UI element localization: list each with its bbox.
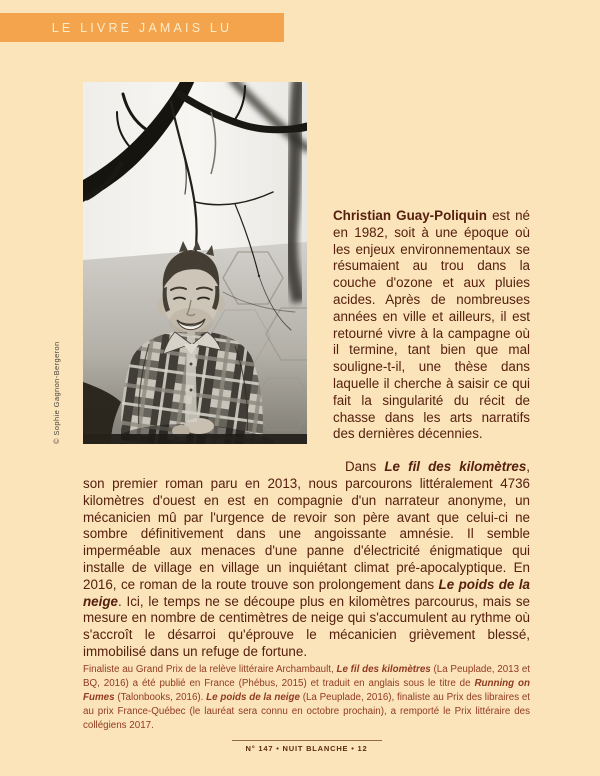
paragraph-run: Dans: [345, 459, 385, 475]
book-title-poids-de-la-neige: Le poids de la neige: [83, 576, 530, 609]
bio-paragraph-2: [83, 459, 530, 661]
footer-divider: [232, 740, 382, 741]
paragraph-run: , son premier roman paru en 2013, nous parcourons littéralement 4736 kilomètres d'ouest en est en compagnie d'un narrateur anonyme, un mécanicien mû par l'urgence de revoir son père avant que celui-ci ne sombre définitivement dans une angoissante amnésie. Il semble imperméable aux menaces d'une panne d'électricité énigmatique qui installe de village en village un inquiétant climat pré-apocalyptique. En 2016, ce roman de la route trouve son prolongement dans: [83, 459, 531, 592]
article-body: [83, 82, 530, 661]
footnote-run: Finaliste au Grand Prix de la relève littéraire Archambault,: [83, 664, 337, 675]
awards-footnote: [83, 663, 530, 733]
footnote-run: (La Peuplade, 2016), finaliste au Prix des libraires et au prix France-Québec (le lauréat sera connu en octobre prochain), a remporté le Prix littéraire des collégiens 2017.: [83, 691, 531, 731]
author-photo: [83, 82, 307, 444]
section-title: LE LIVRE JAMAIS LU: [51, 20, 233, 35]
footnote-run: (Talonbooks, 2016).: [114, 691, 207, 703]
book-title-running-on-fumes: Running on Fumes: [83, 677, 530, 703]
photo-credit: © Sophie Gagnon-Bergeron: [52, 341, 61, 444]
book-title-fil-des-kilometres-note: Le fil des kilomètres: [336, 664, 431, 675]
paragraph-run: . Ici, le temps ne se découpe plus en kilomètres parcourus, mais se mesure en nombre de centimètres de neige qui s'accumulent au rythme où s'accroît le désarroi qu'éprouve le mécanicien grièvement blessé, immobilisé dans un refuge de fortune.: [83, 593, 530, 659]
footer-pagination: N° 147 • NUIT BLANCHE • 12: [245, 744, 368, 753]
page-footer: [83, 740, 530, 753]
book-title-poids-de-la-neige-note: Le poids de la neige: [206, 691, 300, 703]
section-header-bar: [0, 13, 284, 42]
author-name: Christian Guay-Poliquin: [333, 208, 487, 223]
author-photo-illustration: [83, 82, 307, 444]
bio-paragraph-1-text: est né en 1982, soit à une époque où les enjeux environnementaux se résumaient au trou dans la couche d'ozone et aux pluies acides. Après de nombreuses années en ville et ailleurs, il est retourné vivre à la campagne où il termine, tant bien que mal souligne-t-il, une thèse dans laquelle il cherche à saisir ce qui fait la singularité du récit de chasse dans les arts narratifs des dernières décennies.: [333, 208, 531, 442]
footnote-run: (La Peuplade, 2013 et BQ, 2016) a été publié en France (Phébus, 2015) et traduit en anglais sous le titre de: [83, 664, 530, 689]
book-title-fil-des-kilometres: Le fil des kilomètres: [384, 459, 527, 475]
